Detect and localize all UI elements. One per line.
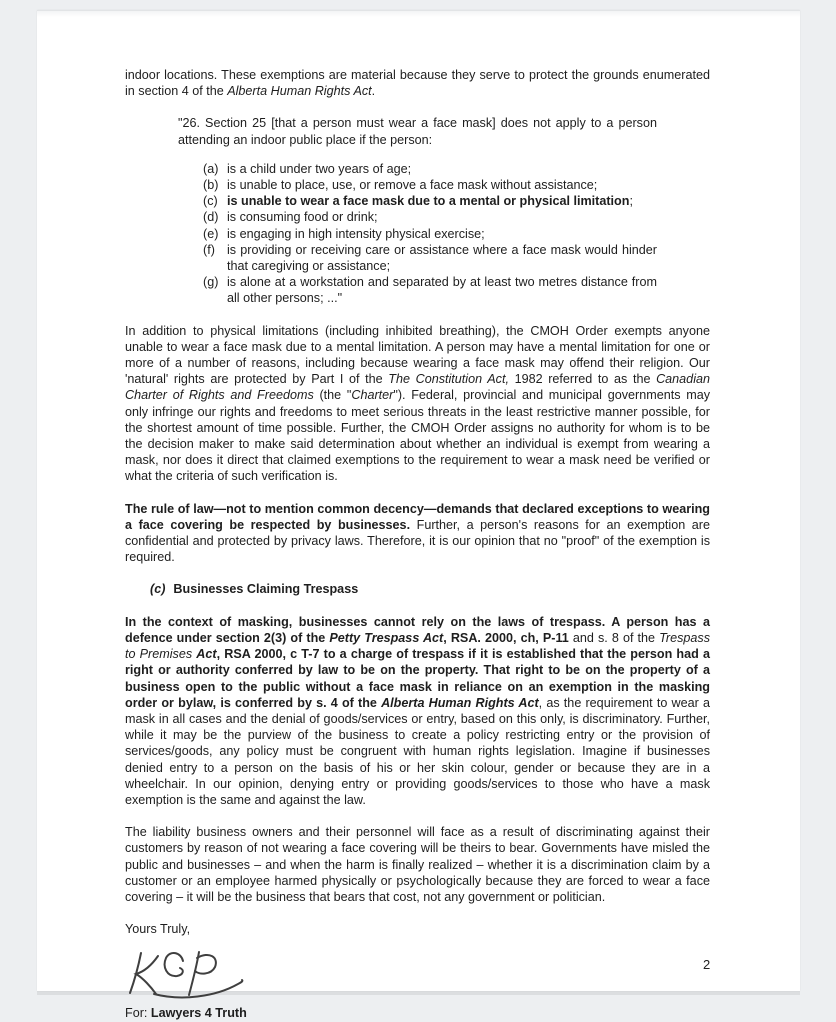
handwritten-signature [125, 947, 710, 1003]
list-item [203, 209, 657, 225]
list-item-text: is unable to wear a face mask due to a mental or physical limitation; [227, 194, 633, 209]
paragraph-rule-of-law: The rule of law—not to mention common decency—demands that declared exceptions to wearing a face covering be respected by businesses. Further, a person's reasons for an exemption are confidential and protected by privacy laws. Therefore, it is our opinion that no "proof" of the exemption is required. [125, 501, 710, 565]
list-item-marker: (g) [203, 275, 219, 290]
list-item-marker: (f) [203, 242, 215, 257]
list-item-text: is consuming food or drink; [227, 210, 378, 225]
list-item-text: is unable to place, use, or remove a face mask without assistance; [227, 178, 598, 193]
paragraph-cmoh-limitations: In addition to physical limitations (including inhibited breathing), the CMOH Order exempts anyone unable to wear a face mask due to a mental limitation. A person may have a mental limitation for one or more of a number of reasons, including because wearing a face mask may offend their religion. Our 'natural' rights are protected by Part I of the The Constitution Act, 1982 referred to as the Canadian Charter of Rights and Freedoms (the "Charter"). Federal, provincial and municipal governments may only infringe our rights and freedoms to meet serious threats in the least restrictive manner possible, for the shortest amount of time possible. Further, the CMOH Order assigns no authority for whom is to be the decision maker to make said determination about whether an individual is exempt from wearing a mask, nor does it direct that claimed exemptions to the requirement to wear a mask need be verified or what the criteria of such verification is. [125, 323, 710, 484]
list-item [203, 193, 657, 209]
list-item [203, 242, 657, 274]
exemption-list [203, 161, 657, 307]
list-item-text: is engaging in high intensity physical exercise; [227, 226, 485, 241]
paragraph-intro: indoor locations. These exemptions are material because they serve to protect the grounds enumerated in section 4 of the Alberta Human Rights Act. [125, 68, 710, 99]
section-heading-label: Businesses Claiming Trespass [173, 582, 359, 597]
list-item-marker: (c) [203, 194, 218, 209]
list-item-marker: (e) [203, 226, 219, 241]
list-item [203, 274, 657, 306]
blockquote-section-26: "26. Section 25 [that a person must wear a face mask] does not apply to a person attending an indoor public place if the person: [178, 116, 657, 147]
list-item-text: is a child under two years of age; [227, 161, 412, 176]
section-heading-businesses-claiming-trespass [150, 581, 710, 597]
closing-salutation: Yours Truly, [125, 922, 191, 937]
paragraph-liability: The liability business owners and their personnel will face as a result of discriminating against their customers by reason of not wearing a face covering will be theirs to bear. Governments have misled the public and businesses – and when the harm is finally realized – whether it is a discrimination claim by a customer or an employee harmed physically or psychologically because they are forced to wear a face covering – it will be the business that bears that cost, not any government or politician. [125, 825, 710, 904]
list-item [203, 226, 657, 242]
signature-scribble-icon [125, 947, 250, 1003]
list-item [203, 177, 657, 193]
list-item [203, 161, 657, 177]
letter-body [125, 67, 710, 1022]
paragraph-trespass-law: In the context of masking, businesses cannot rely on the laws of trespass. A person has a defence under section 2(3) of the Petty Trespass Act, RSA. 2000, ch, P-11 and s. 8 of the Trespass to Premises Act, RSA 2000, c T-7 to a charge of trespass if it is established that the person had a right or authority conferred by law to be on the property. That right to be on the property of a business open to the public without a face mask in reliance on an exemption in the masking order or bylaw, is conferred by s. 4 of the Alberta Human Rights Act, as the requirement to wear a mask in all cases and the denial of goods/services or entry, based on this only, is discriminatory. Further, while it may be the purview of the business to create a policy restricting entry or the provision of services/goods, any policy must be congruent with human rights legislation. Imagine if businesses denied entry to a person on the basis of his or her skin colour, gender or because they are in a wheelchair. In our opinion, denying entry or providing goods/services to those who have a mask exemption is the same and against the law. [125, 614, 710, 807]
list-item-marker: (d) [203, 210, 219, 225]
letter-page [37, 10, 800, 1021]
section-heading-marker: (c) [150, 582, 166, 597]
list-item-marker: (b) [203, 178, 219, 193]
list-item-marker: (a) [203, 161, 219, 176]
signature-for-line: For: Lawyers 4 Truth [125, 1006, 247, 1021]
list-item-text: is providing or receiving care or assistance where a face mask would hinder that caregiving or assistance; [227, 242, 657, 274]
list-item-text: is alone at a workstation and separated by at least two metres distance from all other persons; ..." [227, 275, 657, 306]
page-number: 2 [703, 957, 711, 972]
